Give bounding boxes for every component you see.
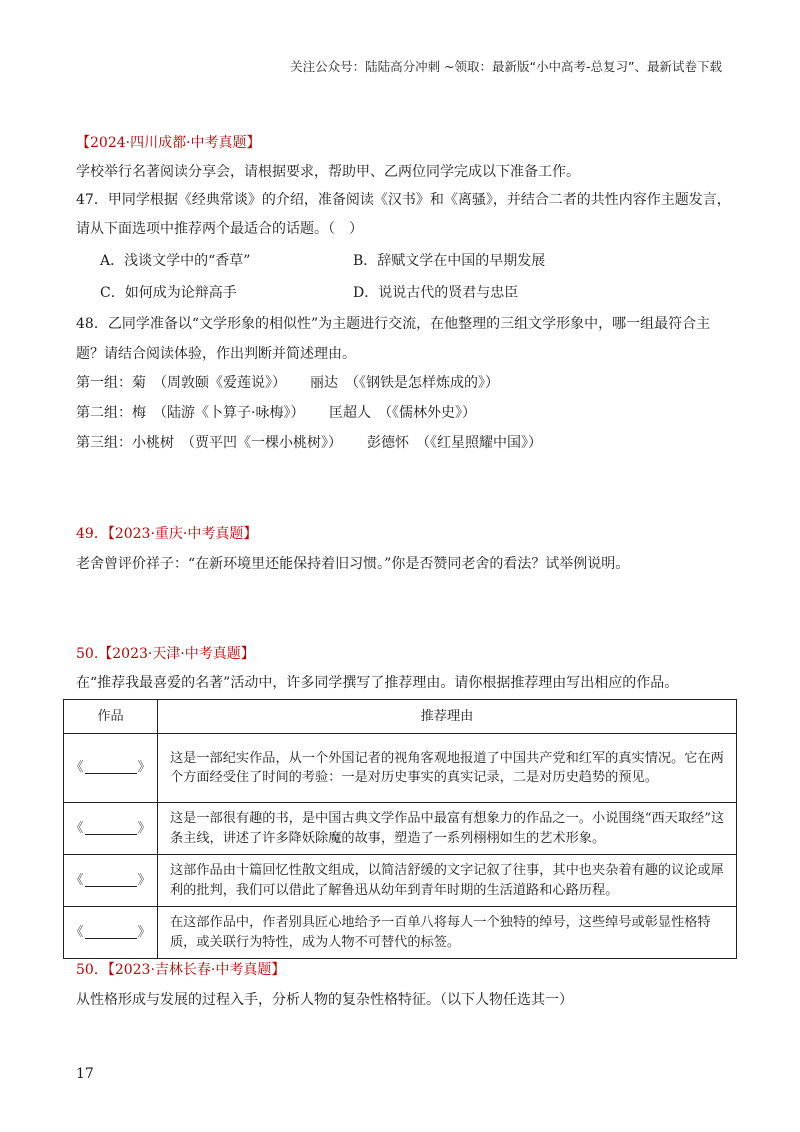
q48-stem-line1: 48．乙同学准备以“文学形象的相似性”为主题进行交流，在他整理的三组文学形象中，哪一组最符合主 xyxy=(76,316,711,332)
q48-group-1-second: 丽达 （《钢铁是怎样炼成的》） xyxy=(310,375,499,391)
answer-blank[interactable] xyxy=(85,822,137,835)
answer-blank[interactable] xyxy=(85,874,137,887)
answer-blank[interactable] xyxy=(85,926,137,939)
q48-stem-line2: 题？请结合阅读体验，作出判断并简述理由。 xyxy=(76,346,356,362)
recommendation-table xyxy=(63,699,737,959)
work-answer-cell[interactable] xyxy=(64,803,158,855)
book-open-mark: 《 xyxy=(70,820,84,836)
q47-option-d[interactable]: D．说说古代的贤君与忠臣 xyxy=(353,285,519,301)
table-header-work: 作品 xyxy=(64,700,158,734)
q50b-stem: 从性格形成与发展的过程入手，分析人物的复杂性格特征。（以下人物任选其一） xyxy=(76,992,573,1008)
q47-option-a[interactable]: A．浅谈文学中的“香草” xyxy=(100,253,251,269)
table-header-row xyxy=(64,700,737,734)
work-answer-cell[interactable] xyxy=(64,855,158,907)
book-close-mark: 》 xyxy=(137,820,151,836)
q50a-stem: 在“推荐我最喜爱的名著”活动中，许多同学撰写了推荐理由。请你根据推荐理由写出相应的作品。 xyxy=(76,675,679,691)
q48-group-2-second: 匡超人 （《儒林外史》） xyxy=(329,405,476,421)
reason-cell: 这部作品由十篇回忆性散文组成，以简洁舒缓的文字记叙了往事，其中也夹杂着有趣的议论或犀利的批判，我们可以借此了解鲁迅从幼年到青年时期的生活道路和心路历程。 xyxy=(158,855,737,907)
work-answer-cell[interactable] xyxy=(64,907,158,959)
q50b-source-tag: 【2023·吉林长春·中考真题】 xyxy=(107,962,286,978)
answer-blank[interactable] xyxy=(85,761,137,774)
q49-stem: 老舍曾评价祥子：“在新环境里还能保持着旧习惯。”你是否赞同老舍的看法？试举例说明。 xyxy=(76,556,630,572)
reason-cell: 这是一部纪实作品，从一个外国记者的视角客观地报道了中国共产党和红军的真实情况。它在两个方面经受住了时间的考验：一是对历史事实的真实记录，二是对历史趋势的预见。 xyxy=(158,734,737,803)
table-header-reason: 推荐理由 xyxy=(158,700,737,734)
q48-group-3-second: 彭德怀 （《红星照耀中国》） xyxy=(367,435,542,451)
q47-stem-line2: 请从下面选项中推荐两个最适合的话题。（ ） xyxy=(76,221,363,237)
table-row xyxy=(64,855,737,907)
book-open-mark: 《 xyxy=(70,924,84,940)
reason-cell: 在这部作品中，作者别具匠心地给予一百单八将每人一个独特的绰号，这些绰号或彰显性格特质，或关联行为特性，成为人物不可替代的标签。 xyxy=(158,907,737,959)
table-row xyxy=(64,803,737,855)
book-close-mark: 》 xyxy=(137,924,151,940)
q47-option-c[interactable]: C．如何成为论辩高手 xyxy=(100,285,237,301)
page-header: 关注公众号：陆陆高分冲刺 ~领取：最新版“小中高考-总复习”、最新试卷下载 xyxy=(290,59,722,74)
q47-intro: 学校举行名著阅读分享会，请根据要求，帮助甲、乙两位同学完成以下准备工作。 xyxy=(76,164,580,180)
table-row xyxy=(64,907,737,959)
q48-group-3-first: 第三组：小桃树 （贾平凹《一棵小桃树》） xyxy=(76,435,342,451)
q50b-number: 50． xyxy=(76,962,108,978)
book-close-mark: 》 xyxy=(137,872,151,888)
q49-heading xyxy=(76,524,257,544)
book-close-mark: 》 xyxy=(137,760,151,776)
q47-stem-line1: 47．甲同学根据《经典常谈》的介绍，准备阅读《汉书》和《离骚》，并结合二者的共性内容作主题发言， xyxy=(76,192,731,208)
q49-source-tag: 【2023·重庆·中考真题】 xyxy=(107,526,258,542)
book-open-mark: 《 xyxy=(70,872,84,888)
q47-source-tag: 【2024·四川成都·中考真题】 xyxy=(76,135,261,151)
page-number: 17 xyxy=(76,1066,94,1082)
q50a-heading xyxy=(76,644,255,664)
book-open-mark: 《 xyxy=(70,760,84,776)
q48-group-2-first: 第二组：梅 （陆游《卜算子·咏梅》） xyxy=(76,405,305,421)
q48-group-1-first: 第一组：菊 （周敦颐《爱莲说》） xyxy=(76,375,286,391)
q49-number: 49． xyxy=(76,526,108,542)
work-answer-cell[interactable] xyxy=(64,734,158,803)
q50a-number: 50. xyxy=(76,646,99,662)
q50a-source-tag: 【2023·天津·中考真题】 xyxy=(98,646,255,662)
q50b-heading xyxy=(76,960,285,980)
table-row xyxy=(64,734,737,803)
q47-option-b[interactable]: B．辞赋文学在中国的早期发展 xyxy=(353,253,546,269)
reason-cell: 这是一部很有趣的书，是中国古典文学作品中最富有想象力的作品之一。小说围绕“西天取经”这条主线，讲述了许多降妖除魔的故事，塑造了一系列栩栩如生的艺术形象。 xyxy=(158,803,737,855)
